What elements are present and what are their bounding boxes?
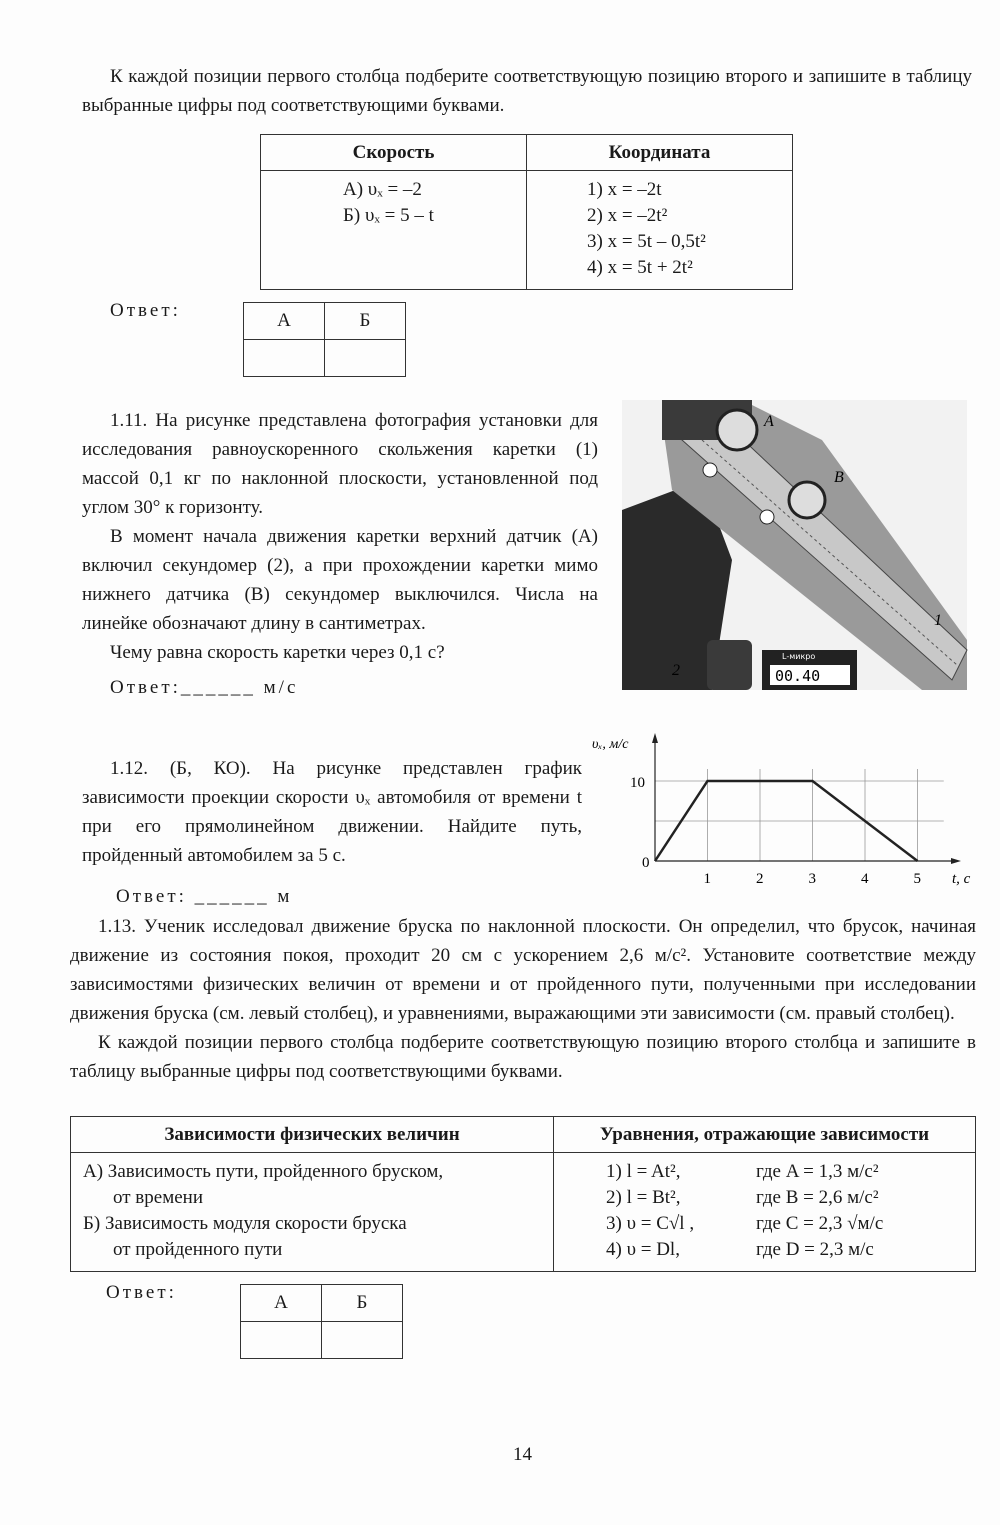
problem-1-13 bbox=[70, 912, 976, 1086]
eq-2: 2) l = Bt², bbox=[606, 1187, 681, 1208]
speed-a: А) υₓ = –2 bbox=[343, 179, 422, 200]
x-tick-label: 5 bbox=[913, 871, 921, 887]
p111-text-2: В момент начала движения каретки верхний датчик (A) включил секундомер (2), а при прохождении каретки мимо нижнего датчика (B) секундомер выключился. Числа на линейке обозначают длину в сантиметрах. bbox=[82, 526, 598, 634]
p111-question: Чему равна скорость каретки через 0,1 с? bbox=[110, 642, 445, 663]
problem-1-12 bbox=[82, 754, 582, 911]
eq-1-where: где A = 1,3 м/с² bbox=[756, 1161, 879, 1182]
problem-1-11 bbox=[82, 406, 598, 702]
header-speed: Скорость bbox=[261, 135, 527, 171]
answer-cell-a[interactable] bbox=[241, 1322, 322, 1359]
coord-4: 4) x = 5t + 2t² bbox=[587, 257, 693, 278]
x-axis-label: t, с bbox=[952, 871, 971, 887]
x-tick-label: 3 bbox=[808, 871, 816, 887]
answer-col-b: Б bbox=[322, 1285, 403, 1322]
answer-cell-b[interactable] bbox=[325, 340, 406, 377]
x-tick-label: 1 bbox=[703, 871, 711, 887]
header-equations: Уравнения, отражающие зависимости bbox=[554, 1117, 976, 1153]
answer-cell-a[interactable] bbox=[244, 340, 325, 377]
speed-b: Б) υₓ = 5 – t bbox=[343, 205, 434, 226]
answer-col-a: А bbox=[241, 1285, 322, 1322]
p111-text: 1.11. На рисунке представлена фотография установки для исследования равноускоренного скольжения каретки (1) массой 0,1 кг по наклонной плоскости, установленной под углом 30° к горизонту. bbox=[82, 410, 598, 518]
p112-text: 1.12. (Б, КО). На рисунке представлен график зависимости проекции скорости υₓ автомобиля от времени t при его прямолинейном движении. Найдите путь, пройденный автомобилем за 5 с. bbox=[82, 758, 582, 866]
p112-answer: Ответ: ______ м bbox=[116, 886, 293, 907]
experiment-photo bbox=[622, 400, 967, 690]
coord-2: 2) x = –2t² bbox=[587, 205, 668, 226]
photo-label-a: A bbox=[764, 413, 774, 430]
y-tick-label: 10 bbox=[630, 775, 645, 791]
p113-text-2: К каждой позиции первого столбца подберите соответствующую позицию второго столбца и запишите в таблицу выбранные цифры под соответствующими буквами. bbox=[70, 1032, 976, 1082]
dep-b: Б) Зависимость модуля скорости бруска bbox=[83, 1213, 407, 1234]
eq-4: 4) υ = Dl, bbox=[606, 1239, 680, 1260]
p111-answer: Ответ:______ м/с bbox=[110, 677, 299, 698]
stopwatch-brand: L-микро bbox=[782, 652, 816, 661]
header-coordinate: Координата bbox=[527, 135, 793, 171]
eq-3-where: где C = 2,3 √м/с bbox=[756, 1213, 884, 1234]
intro-text: К каждой позиции первого столбца подберите соответствующую позицию второго и запишите в таблицу выбранные цифры под соответствующими буквами. bbox=[82, 66, 972, 116]
answer-col-b: Б bbox=[325, 303, 406, 340]
dep-b-cont: от пройденного пути bbox=[113, 1239, 283, 1260]
dependency-table bbox=[70, 1116, 976, 1272]
eq-1: 1) l = At², bbox=[606, 1161, 681, 1182]
coord-1: 1) x = –2t bbox=[587, 179, 662, 200]
p113-text: 1.13. Ученик исследовал движение бруска по наклонной плоскости. Он определил, что брусок, начиная движение из состояния покоя, проходит 20 см с ускорением 2,6 м/с². Установите соответствие между зависимостями физических величин от времени и от пройденного пути, полученными при исследовании движения бруска (см. левый столбец), и уравнениями, выражающими эти зависимости (см. правый столбец). bbox=[70, 916, 976, 1024]
speed-coordinate-table bbox=[260, 134, 793, 290]
answer-label-1: Ответ: bbox=[110, 300, 181, 321]
x-tick-label: 2 bbox=[756, 871, 764, 887]
x-tick-label: 4 bbox=[861, 871, 869, 887]
eq-3: 3) υ = C√l , bbox=[606, 1213, 695, 1234]
photo-label-1: 1 bbox=[934, 612, 942, 629]
answer-cell-b[interactable] bbox=[322, 1322, 403, 1359]
eq-4-where: где D = 2,3 м/с bbox=[756, 1239, 874, 1260]
y-axis-label: υₓ, м/с bbox=[592, 737, 629, 752]
coord-3: 3) x = 5t – 0,5t² bbox=[587, 231, 706, 252]
x-axis-arrow bbox=[951, 858, 961, 864]
photo-label-b: B bbox=[834, 469, 844, 486]
y-tick-label: 0 bbox=[642, 855, 650, 871]
stopwatch-display: 00.40 bbox=[775, 667, 821, 685]
answer-label-2: Ответ: bbox=[106, 1282, 177, 1303]
header-dependencies: Зависимости физических величин bbox=[71, 1117, 554, 1153]
photo-label-2: 2 bbox=[672, 662, 680, 679]
answer-col-a: А bbox=[244, 303, 325, 340]
dep-a: А) Зависимость пути, пройденного бруском, bbox=[83, 1161, 444, 1182]
answer-table-1 bbox=[243, 302, 406, 377]
velocity-time-chart bbox=[592, 730, 1000, 895]
answer-table-2 bbox=[240, 1284, 403, 1359]
eq-2-where: где B = 2,6 м/с² bbox=[756, 1187, 879, 1208]
page-number: 14 bbox=[513, 1444, 532, 1465]
dep-a-cont: от времени bbox=[113, 1187, 203, 1208]
y-axis-arrow bbox=[652, 733, 658, 743]
